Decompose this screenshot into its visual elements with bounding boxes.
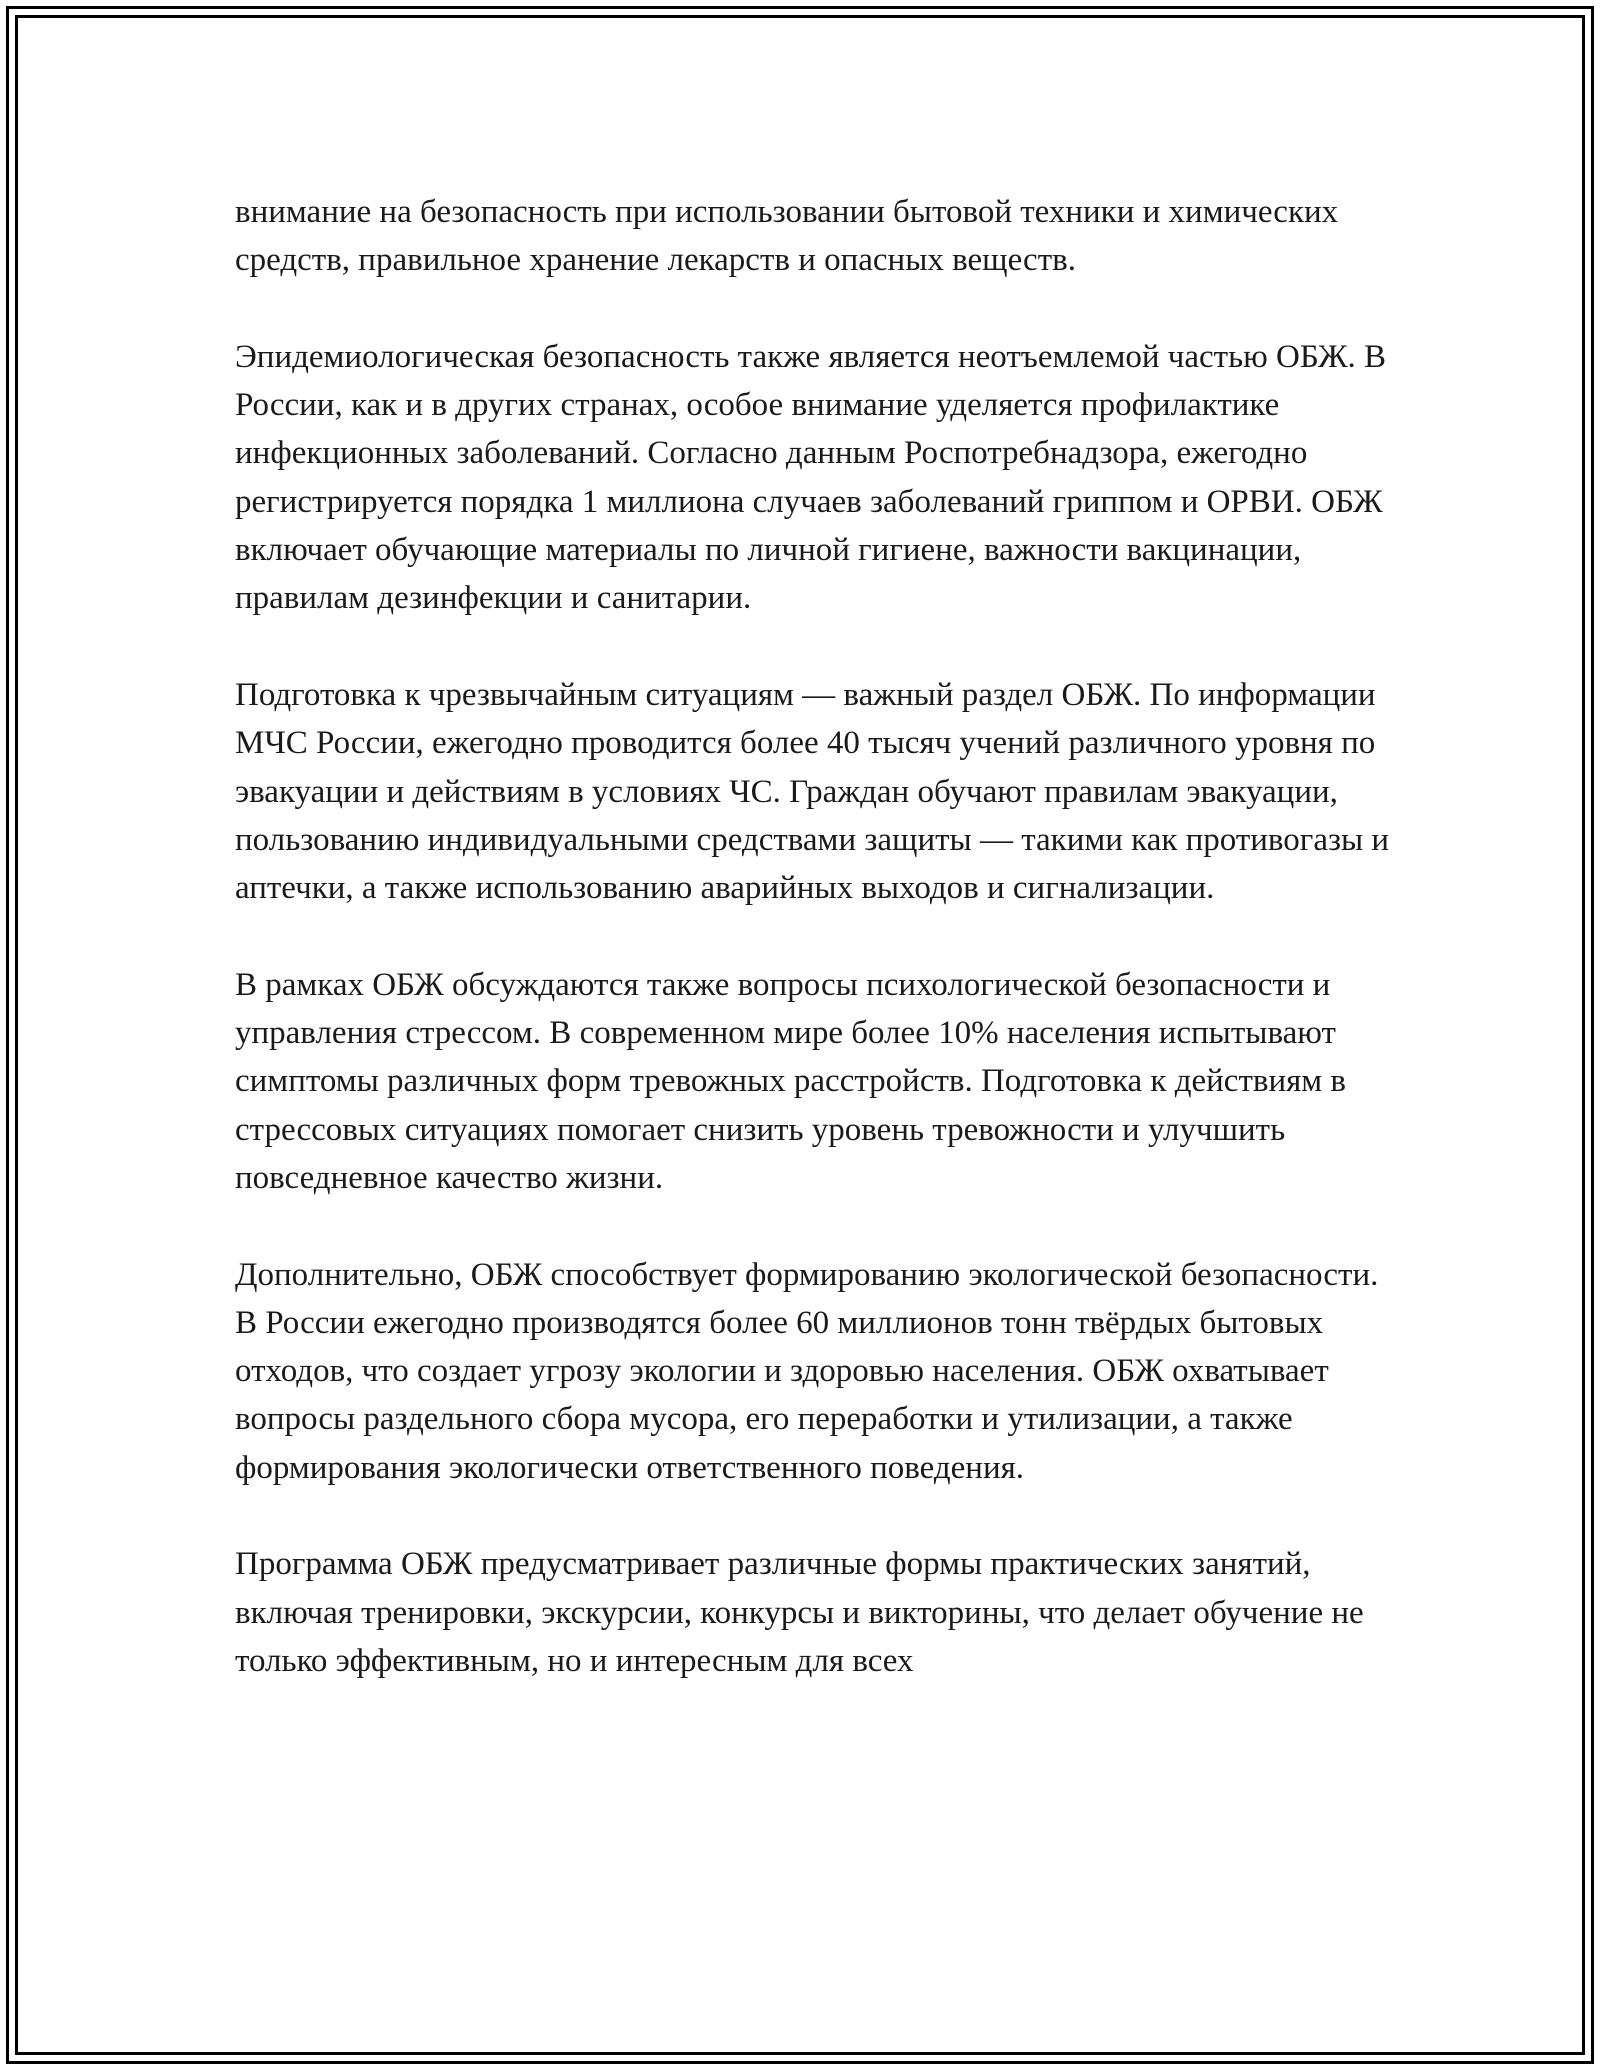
document-body [235,188,1395,1685]
paragraph: внимание на безопасность при использовании бытовой техники и химических средств, правильное хранение лекарств и опасных веществ. [235,194,1339,279]
paragraph: Эпидемиологическая безопасность также является неотъемлемой частью ОБЖ. В России, как и в других странах, особое внимание уделяется профилактике инфекционных заболеваний. Согласно данным Роспотребнадзора, ежегодно регистрируется порядка 1 миллиона случаев заболеваний гриппом и ОРВИ. ОБЖ включает обучающие материалы по личной гигиене, важности вакцинации, правилам дезинфекции и санитарии. [235,338,1387,617]
paragraph: Дополнительно, ОБЖ способствует формированию экологической безопасности. В России ежегодно производятся более 60 миллионов тонн твёрдых бытовых отходов, что создает угрозу экологии и здоровью населения. ОБЖ охватывает вопросы раздельного сбора мусора, его переработки и утилизации, а также формирования экологически ответственного поведения. [235,1256,1379,1486]
paragraph: В рамках ОБЖ обсуждаются также вопросы психологической безопасности и управления стрессом. В современном мире более 10% населения испытывают симптомы различных форм тревожных расстройств. Подготовка к действиям в стрессовых ситуациях помогает снизить уровень тревожности и улучшить повседневное качество жизни. [235,966,1347,1196]
paragraph: Подготовка к чрезвычайным ситуациям — важный раздел ОБЖ. По информации МЧС России, ежегодно проводится более 40 тысяч учений различного уровня по эвакуации и действиям в условиях ЧС. Граждан обучают правилам эвакуации, пользованию индивидуальными средствами защиты — такими как противогазы и аптечки, а также использованию аварийных выходов и сигнализации. [235,676,1390,907]
paragraph: Программа ОБЖ предусматривает различные формы практических занятий, включая тренировки, экскурсии, конкурсы и викторины, что делает обучение не только эффективным, но и интересным для всех [235,1546,1364,1679]
